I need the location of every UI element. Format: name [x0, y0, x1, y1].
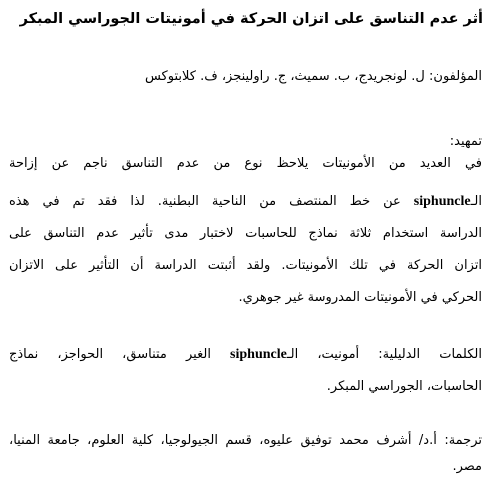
translation-line-2: مصر. — [452, 459, 482, 474]
intro-line-2-prefix: الـ — [470, 194, 482, 209]
keywords-line-2: الحاسبات، الجوراسي المبكر. — [326, 379, 482, 394]
keywords-part-b: الغير متناسق، الحواجز، نماذج — [9, 347, 211, 362]
authors-label: المؤلفون: — [429, 69, 482, 84]
keywords-part-a: أمونيت، الـ — [286, 347, 360, 362]
siphuncle-term: siphuncle — [413, 194, 471, 209]
intro-line-5: الحركي في الأمونيتات المدروسة غير جوهري. — [238, 290, 482, 305]
authors-text: ل. لونجريدج، ب. سميث، ج. راولينجز، ف. كلابتوكس — [144, 69, 425, 84]
translation-label: ترجمة: — [444, 433, 483, 448]
keywords-line-1 — [9, 346, 482, 364]
document-title: أثر عدم التناسق على اتزان الحركة في أمونيتات الجوراسي المبكر — [19, 11, 483, 27]
translation-text: أ.د/ أشرف محمد توفيق عليوه، قسم الجيولوجيا، كلية العلوم، جامعة المنيا، — [9, 433, 437, 448]
intro-line-1: في العديد من الأمونيتات يلاحظ نوع من عدم التناسق ناجم عن إزاحة — [9, 156, 482, 171]
authors-line — [145, 68, 482, 86]
intro-line-2 — [9, 193, 482, 211]
translation-line-1 — [9, 432, 482, 450]
intro-label: تمهيد: — [449, 134, 482, 149]
intro-line-3: الدراسة استخدام ثلاثة نماذج للحاسبات لاختبار مدى تأثير عدم التناسق على — [9, 226, 482, 241]
keywords-label: الكلمات الدليلية: — [378, 347, 482, 362]
intro-line-4: اتزان الحركة في تلك الأمونيتات. ولقد أثبتت الدراسة أن التأثير على الاتزان — [9, 258, 482, 273]
intro-line-2-rest: عن خط المنتصف من الناحية البطنية. لذا فقد تم في هذه — [9, 194, 401, 209]
keywords-siphuncle-term: siphuncle — [230, 347, 287, 362]
